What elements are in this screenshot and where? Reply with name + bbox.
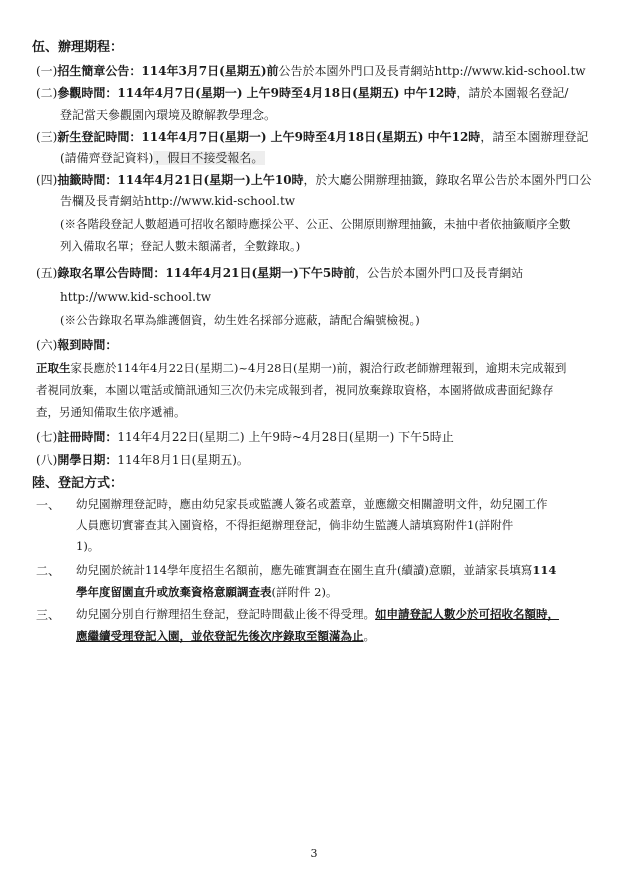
schedule-item-5-url: http://www.kid-school.tw bbox=[60, 290, 212, 304]
schedule-item-4: (四)抽籤時間：114年4月21日(星期一)上午10時，於大廳公開辦理抽籤，錄取名單公告於本園外門口公 bbox=[36, 173, 592, 187]
registration-text-line-3: 查，另通知備取生依序遞補。 bbox=[36, 405, 186, 419]
method-item-1-line-3: 1)。 bbox=[76, 539, 100, 553]
page-number: 3 bbox=[310, 847, 318, 860]
schedule-item-4-cont: 告欄及長青網站http://www.kid-school.tw bbox=[60, 194, 296, 208]
schedule-item-3: (三)新生登記時間：114年4月7日(星期一) 上午9時至4月18日(星期五) 中午12時，請至本園辦理登記 bbox=[36, 130, 589, 144]
lottery-note-line-2: 列入備取名單；登記人數未額滿者，全數錄取。) bbox=[60, 239, 301, 253]
method-item-2-line-1: 幼兒園於統計114學年度招生名額前，應先確實調查在園生直升(續讀)意願，並請家長填寫114 bbox=[76, 563, 557, 577]
section-6-title: 陸、登記方式： bbox=[32, 476, 124, 491]
schedule-item-7: (七)註冊時間：114年4月22日(星期二) 上午9時~4月28日(星期一) 下午5時止 bbox=[36, 430, 454, 444]
schedule-item-3-cont: (請備齊登記資料) ，假日不接受報名。 bbox=[60, 151, 264, 165]
method-item-3-prefix: 三、 bbox=[36, 608, 61, 622]
schedule-item-6: (六)報到時間： bbox=[36, 338, 118, 352]
method-item-3-line-2: 應繼續受理登記入園，並依登記先後次序錄取至額滿為止。 bbox=[76, 629, 375, 643]
section-5-title: 伍、辦理期程： bbox=[32, 40, 124, 55]
schedule-item-1: (一)招生簡章公告：114年3月7日(星期五)前公告於本園外門口及長青網站http://www.kid-school.tw bbox=[36, 64, 586, 78]
lottery-note-line-1: (※各階段登記人數超過可招收名額時應採公平、公正、公開原則辦理抽籤，未抽中者依抽籤順序全數 bbox=[60, 217, 571, 231]
registration-text-line-2: 者視同放棄，本園以電話或簡訊通知三次仍未完成報到者，視同放棄錄取資格，本園將做成書面紀錄存 bbox=[36, 383, 554, 397]
method-item-1-line-2: 人員應切實審查其入園資格，不得拒絕辦理登記，倘非幼生監護人請填寫附件1(詳附件 bbox=[76, 518, 514, 532]
announcement-note: (※公告錄取名單為維護個資，幼生姓名採部分遮蔽，請配合編號檢視。) bbox=[60, 313, 420, 327]
schedule-item-5: (五)錄取名單公告時間：114年4月21日(星期一)下午5時前，公告於本園外門口及長青網站 bbox=[36, 266, 524, 280]
schedule-item-2-cont: 登記當天參觀園內環境及瞭解教學理念。 bbox=[60, 108, 277, 122]
schedule-item-8: (八)開學日期：114年8月1日(星期五)。 bbox=[36, 453, 249, 467]
method-item-1-line-1: 幼兒園辦理登記時，應由幼兒家長或監護人簽名或蓋章，並應繳交相關證明文件，幼兒園工作 bbox=[76, 497, 548, 511]
method-item-2-prefix: 二、 bbox=[36, 564, 61, 578]
schedule-item-2: (二)參觀時間：114年4月7日(星期一) 上午9時至4月18日(星期五) 中午12時，請於本園報名登記/ bbox=[36, 86, 569, 100]
method-item-1-prefix: 一、 bbox=[36, 498, 61, 512]
registration-text-line-1: 正取生家長應於114年4月22日(星期二)~4月28日(星期一)前，親洽行政老師辦理報到，逾期未完成報到 bbox=[36, 361, 567, 375]
method-item-3-line-1: 幼兒園分別自行辦理招生登記，登記時間截止後不得受理。如申請登記人數少於可招收名額時， bbox=[76, 607, 559, 621]
method-item-2-line-2: 學年度留園直升或放棄資格意願調查表(詳附件 2)。 bbox=[76, 585, 338, 599]
